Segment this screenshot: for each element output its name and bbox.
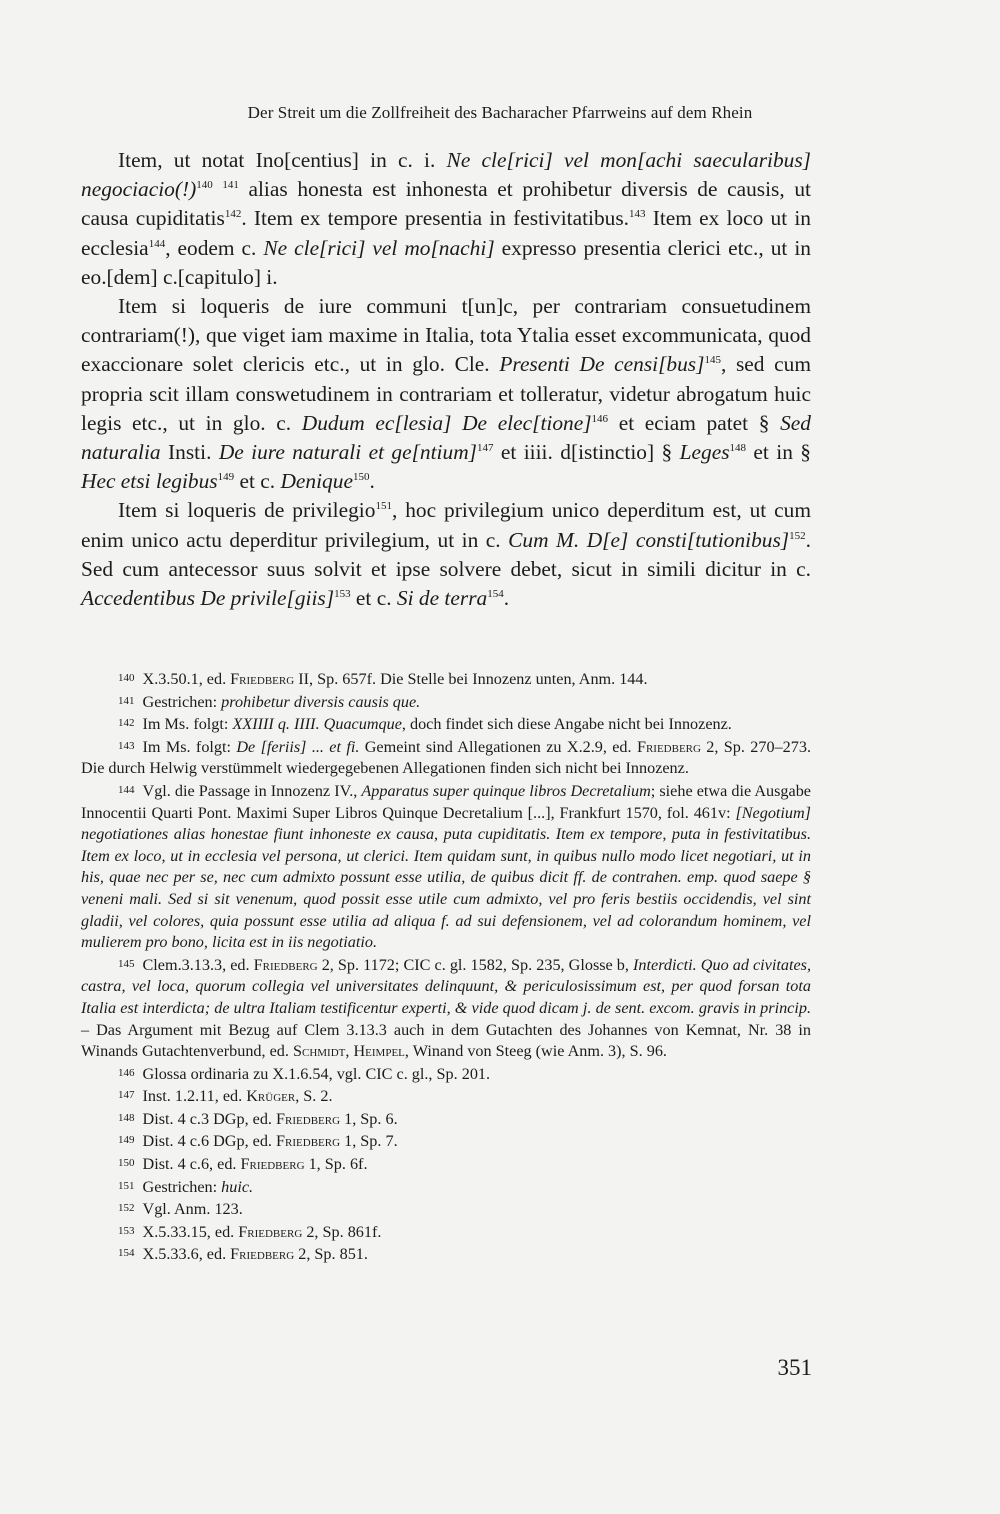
footnote-number: 143 [118,739,135,752]
citation-italic: Presenti De censi[bus] [499,352,705,377]
footnote-number: 150 [118,1157,135,1170]
running-head: Der Streit um die Zollfreiheit des Bacharacher Pfarrweins auf dem Rhein [247,103,753,122]
page-number: 351 [777,1355,812,1380]
footnote-141 [81,691,811,714]
paragraph-3 [81,496,811,613]
footnote-143 [81,736,811,780]
editor-name: Friedberg [636,737,701,756]
text: Item si loqueris de iure communi t[un]c, per contrariam consuetudinem contrariam(!), que viget iam maxime in Italia, tota Ytalia esset excommunicata, quod exaccionare solet clericis etc., ut in glo. Cle. [81,294,811,377]
text: X.5.33.6, ed. [142,1245,231,1264]
text: Vgl. die Passage in Innozenz IV., [142,781,362,800]
footnote-number: 153 [118,1224,135,1237]
text: et c. [234,469,281,494]
text: Im Ms. folgt: [142,715,233,734]
footnote-number: 146 [118,1066,135,1079]
citation-italic: Ne cle[rici] vel mo[nachi] [263,235,495,260]
editor-name: Krüger [246,1087,296,1106]
editor-name: Friedberg [240,1155,305,1174]
text: Gestrichen: [142,692,222,711]
footnote-number: 141 [118,694,135,707]
editor-name: Friedberg [230,1245,295,1264]
editor-name: Schmidt, Heimpel [292,1042,405,1061]
footnote-151 [81,1176,811,1199]
citation-italic: De iure naturali et ge[ntium] [218,440,477,465]
footnote-ref: 145 [704,354,721,367]
footnote-number: 152 [118,1202,135,1215]
text: Item ex loco ut in ecclesia [81,206,812,260]
footnote-ref: 144 [148,237,166,250]
text: alias honesta est inhonesta et prohibetur diversis de causis, ut causa cupiditatis [81,177,811,231]
text: Gemeint sind Allegationen zu X.2.9, ed. [359,737,637,756]
text: , eodem c. [165,235,264,260]
text: , S. 2. [295,1087,333,1106]
footnote-142 [81,713,811,736]
editor-name: Friedberg [238,1222,303,1241]
footnote-150 [81,1153,811,1176]
footnote-ref: 146 [591,412,609,425]
quote-italic: prohibetur diversis causis que. [221,692,421,711]
footnote-number: 144 [118,783,135,796]
text: Vgl. Anm. 123. [142,1200,243,1219]
quote-italic: [Negotium] negotiationes alias honestae fiunt inhoneste ex causa, puta cupiditatis. Item ex tempore, puta in festivitatibus. Item ex loco, ut in ecclesia vel persona, ut clerici. Item quidam sunt, in quibus nullo modo licet negotiari, ut in his, quae nec per se, nec cum admixto possunt esse utilia, de quibus dicit ff. de contrahen. emp. quod saepe § veneni mali. Sed si sit venenum, quod possit esse utile cum admixto, vel pro feris bestiis occidendis, vel sint gladii, vel colores, quia possunt esse utilia ad aliqua f. ad sui defensionem, vel ad colorandum hominem, vel mulierem pro bono, licita est in iis negotiatio. [81,803,811,952]
text: 1, Sp. 6. [340,1109,398,1128]
footnote-ref: 153 [334,588,351,601]
footnote-ref: 151 [375,500,392,513]
footnote-number: 149 [118,1134,135,1147]
text: 2, Sp. 851. [294,1245,368,1264]
text: . Sed cum antecessor suus solvit et ipse solvere debet, sicut in simili dicitur in c. [81,527,811,581]
text: ; siehe etwa die Ausgabe Innocentii Quarti Pont. Maximi Super Libros Quinque Decretalium [...], Frankfurt 1570, fol. 461v: [81,781,811,822]
text: – Das Argument mit Bezug auf Clem 3.13.3 auch in dem Gutachten des Johannes von Kemnat, Nr. 38 in Winands Gutachtenverbund, ed. [81,1020,811,1061]
editor-name: Friedberg [276,1132,341,1151]
text: Insti. [160,440,219,465]
text: et eciam patet § [608,410,781,435]
quote-italic: huic. [221,1177,254,1196]
footnote-149 [81,1130,811,1153]
citation-italic: Dudum ec[lesia] De elec[tione] [301,410,592,435]
paragraph-1 [81,146,811,292]
footnote-153 [81,1221,811,1244]
quote-italic: Interdicti. Quo ad civitates, castra, vel loca, quorum collegia vel universitates delinquunt, & periculosissimum est, per quod forsan tota Italia est interdicta; de ultra Italiam testificentur experti, & vide quod dicam j. de sent. excom. gravis in princip. [81,955,811,1017]
title-italic: Apparatus super quinque libros Decretalium [361,781,651,800]
text: expresso presentia clerici etc., ut in eo.[dem] c.[capitulo] i. [81,235,812,289]
footnote-number: 140 [118,672,135,684]
text: Dist. 4 c.3 DGp, ed. [142,1109,277,1128]
footnote-ref: 154 [487,588,504,601]
citation-italic: Hec etsi legibus [81,469,218,494]
text: 1, Sp. 7. [340,1132,398,1151]
footnote-154 [81,1243,811,1266]
footnote-ref: 140 [196,179,213,192]
citation-italic: Accedentibus De privile[giis] [81,586,335,611]
footnote-145 [81,954,811,1063]
text: Glossa ordinaria zu X.1.6.54, vgl. CIC c. gl., Sp. 201. [142,1064,491,1083]
citation-italic: Sed naturalia [81,410,811,465]
footnote-number: 145 [118,957,135,970]
text: Item si loqueris de privilegio [118,498,376,523]
editor-name: Friedberg [230,670,295,688]
footnotes [81,668,811,1266]
footnote-ref: 143 [629,208,646,221]
footnote-140 [81,668,811,691]
text: , sed cum propria scit illam conswetudinem in contrariam et tolleratur, videtur abrogatum huic legis etc., ut in glo. c. [81,352,811,435]
citation-italic: Cum M. D[e] consti[tutionibus] [508,527,790,552]
footnote-number: 154 [118,1247,135,1260]
citation-italic: Ne cle[rici] vel mon[achi saecularibus] negociacio(!) [81,148,811,202]
paragraph-2 [81,292,811,496]
citation-italic: Si de terra [396,586,488,611]
footnote-152 [81,1198,811,1221]
text: Gestrichen: [142,1177,222,1196]
citation-italic: Denique [280,469,353,494]
footnote-ref: 147 [476,442,494,455]
text: Item, ut notat Ino[centius] in c. i. [118,148,447,172]
text: X.3.50.1, ed. [142,670,231,688]
editor-name: Friedberg [276,1109,341,1128]
footnote-ref: 141 [222,179,239,192]
text: Dist. 4 c.6, ed. [142,1155,241,1174]
text: Clem.3.13.3, ed. [142,955,254,974]
text: et c. [350,586,397,611]
footnote-ref: 150 [352,471,370,484]
text: 2, Sp. 270–273. Die durch Helwig verstümmelt wiedergegebenen Allegationen finden sich nicht bei Innozenz. [81,737,811,778]
text: . [369,469,375,494]
text: II, Sp. 657f. Die Stelle bei Innozenz unten, Anm. 144. [294,670,648,688]
text: et iiii. d[istinctio] § [493,440,680,465]
footnote-148 [81,1108,811,1131]
footnote-number: 148 [118,1111,135,1124]
footnote-ref: 148 [729,442,747,455]
footnote-number: 147 [118,1089,135,1102]
text: , Winand von Steeg (wie Anm. 3), S. 96. [404,1042,667,1061]
footnote-ref: 142 [224,208,242,221]
text: Inst. 1.2.11, ed. [142,1087,247,1106]
text: . Item ex tempore presentia in festivitatibus. [241,206,630,231]
text: et in § [746,440,811,465]
footnote-ref: 152 [789,529,806,542]
text: 2, Sp. 1172; CIC c. gl. 1582, Sp. 235, Glosse b, [317,955,634,974]
text: Dist. 4 c.6 DGp, ed. [142,1132,277,1151]
footnote-144 [81,780,811,954]
citation-italic: Leges [679,440,730,465]
footnote-ref: 149 [217,471,235,484]
editor-name: Friedberg [253,955,318,974]
main-text [81,146,811,613]
footnote-147 [81,1085,811,1108]
text: X.5.33.15, ed. [142,1222,239,1241]
text: , hoc privilegium unico deperditum est, ut cum enim unico actu deperditur privilegium, ut in c. [81,498,811,552]
text: 1, Sp. 6f. [304,1155,368,1174]
quote-italic: XXIIII q. IIII. Quacumque [232,715,402,734]
text: , doch findet sich diese Angabe nicht bei Innozenz. [401,715,732,734]
footnote-146 [81,1063,811,1086]
footnote-number: 142 [118,717,135,730]
text: . [503,586,510,611]
quote-italic: De [feriis] ... et fi. [236,737,360,756]
footnote-number: 151 [118,1179,135,1192]
text: Im Ms. folgt: [142,737,237,756]
text: 2, Sp. 861f. [302,1222,382,1241]
